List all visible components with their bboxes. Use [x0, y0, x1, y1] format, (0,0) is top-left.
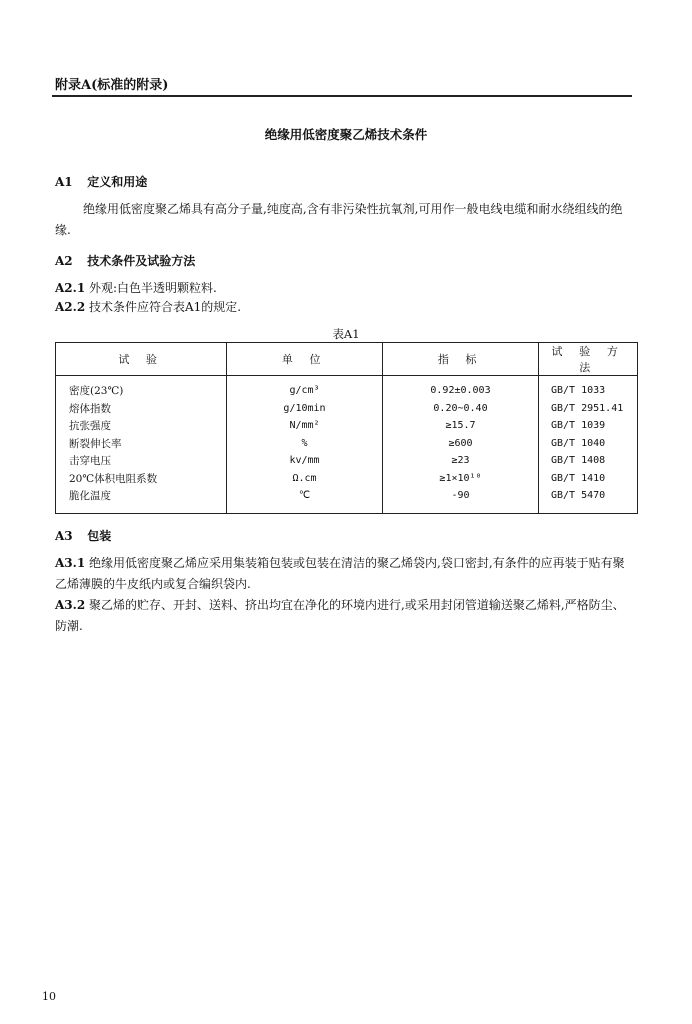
clause-number: A2.2: [55, 300, 86, 314]
cell-unit: ℃: [227, 487, 383, 513]
clause-a2-2: [55, 297, 635, 318]
cell-unit: N/mm²: [227, 417, 383, 435]
table-row: [56, 452, 638, 470]
table-caption: 表A1: [332, 327, 360, 341]
cell-value: ≥600: [383, 435, 539, 453]
clause-a2-1: [55, 278, 635, 299]
section-number: A1: [55, 175, 73, 189]
section-a2-heading: [55, 252, 195, 269]
cell-method: GB/T 2951.41: [539, 400, 638, 418]
cell-test: 脆化温度: [56, 487, 227, 513]
clause-number: A2.1: [55, 281, 86, 295]
clause-text: 绝缘用低密度聚乙烯应采用集装箱包装或包装在清洁的聚乙烯袋内,袋口密封,有条件的应再装于贴有聚乙烯薄膜的牛皮纸内或复合编织袋内.: [55, 556, 625, 591]
cell-test: 抗张强度: [56, 417, 227, 435]
cell-value: ≥1×10¹⁰: [383, 470, 539, 488]
cell-value: 0.92±0.003: [383, 376, 539, 400]
cell-unit: g/10min: [227, 400, 383, 418]
table-row: [56, 376, 638, 400]
clause-a3-2: [55, 595, 635, 637]
clause-number: A3.2: [55, 598, 86, 612]
running-header: 附录A(标准的附录): [55, 78, 169, 93]
cell-test: 20℃体积电阻系数: [56, 470, 227, 488]
spec-table: [55, 342, 638, 514]
section-a3-heading: [55, 527, 111, 544]
cell-method: GB/T 1033: [539, 376, 638, 400]
clause-a3-1: [55, 553, 635, 595]
cell-method: GB/T 5470: [539, 487, 638, 513]
section-title: 技术条件及试验方法: [87, 254, 196, 268]
column-header-unit: 单 位: [227, 343, 383, 376]
cell-value: 0.20~0.40: [383, 400, 539, 418]
clause-text: 聚乙烯的贮存、开封、送料、挤出均宜在净化的环境内进行,或采用封闭管道输送聚乙烯料,严格防尘、防潮.: [55, 598, 625, 633]
section-a1-body: 绝缘用低密度聚乙烯具有高分子量,纯度高,含有非污染性抗氧剂,可用作一般电线电缆和耐水绕组线的绝缘.: [55, 202, 623, 237]
cell-test: 击穿电压: [56, 452, 227, 470]
table-row: [56, 487, 638, 513]
cell-test: 断裂伸长率: [56, 435, 227, 453]
cell-method: GB/T 1039: [539, 417, 638, 435]
section-title: 包装: [87, 529, 112, 543]
section-number: A3: [55, 529, 73, 543]
cell-unit: kv/mm: [227, 452, 383, 470]
table-row: [56, 435, 638, 453]
cell-value: ≥23: [383, 452, 539, 470]
cell-value: ≥15.7: [383, 417, 539, 435]
cell-value: -90: [383, 487, 539, 513]
section-a1-heading: [55, 173, 147, 190]
column-header-value: 指 标: [383, 343, 539, 376]
cell-test: 密度(23℃): [56, 376, 227, 400]
cell-method: GB/T 1040: [539, 435, 638, 453]
cell-method: GB/T 1408: [539, 452, 638, 470]
section-title: 定义和用途: [87, 175, 148, 189]
document-title: 绝缘用低密度聚乙烯技术条件: [264, 127, 428, 142]
header-rule: [52, 95, 632, 97]
cell-method: GB/T 1410: [539, 470, 638, 488]
cell-unit: g/cm³: [227, 376, 383, 400]
cell-unit: Ω.cm: [227, 470, 383, 488]
table-row: [56, 417, 638, 435]
clause-number: A3.1: [55, 556, 86, 570]
cell-unit: %: [227, 435, 383, 453]
table-header-row: [56, 343, 638, 376]
page-number: 10: [42, 990, 56, 1003]
column-header-method: 试 验 方 法: [539, 343, 638, 376]
column-header-test: 试 验: [56, 343, 227, 376]
table-row: [56, 400, 638, 418]
section-number: A2: [55, 254, 73, 268]
clause-text: 技术条件应符合表A1的规定.: [89, 300, 242, 314]
table-row: [56, 470, 638, 488]
clause-text: 外观:白色半透明颗粒料.: [89, 281, 217, 295]
cell-test: 熔体指数: [56, 400, 227, 418]
